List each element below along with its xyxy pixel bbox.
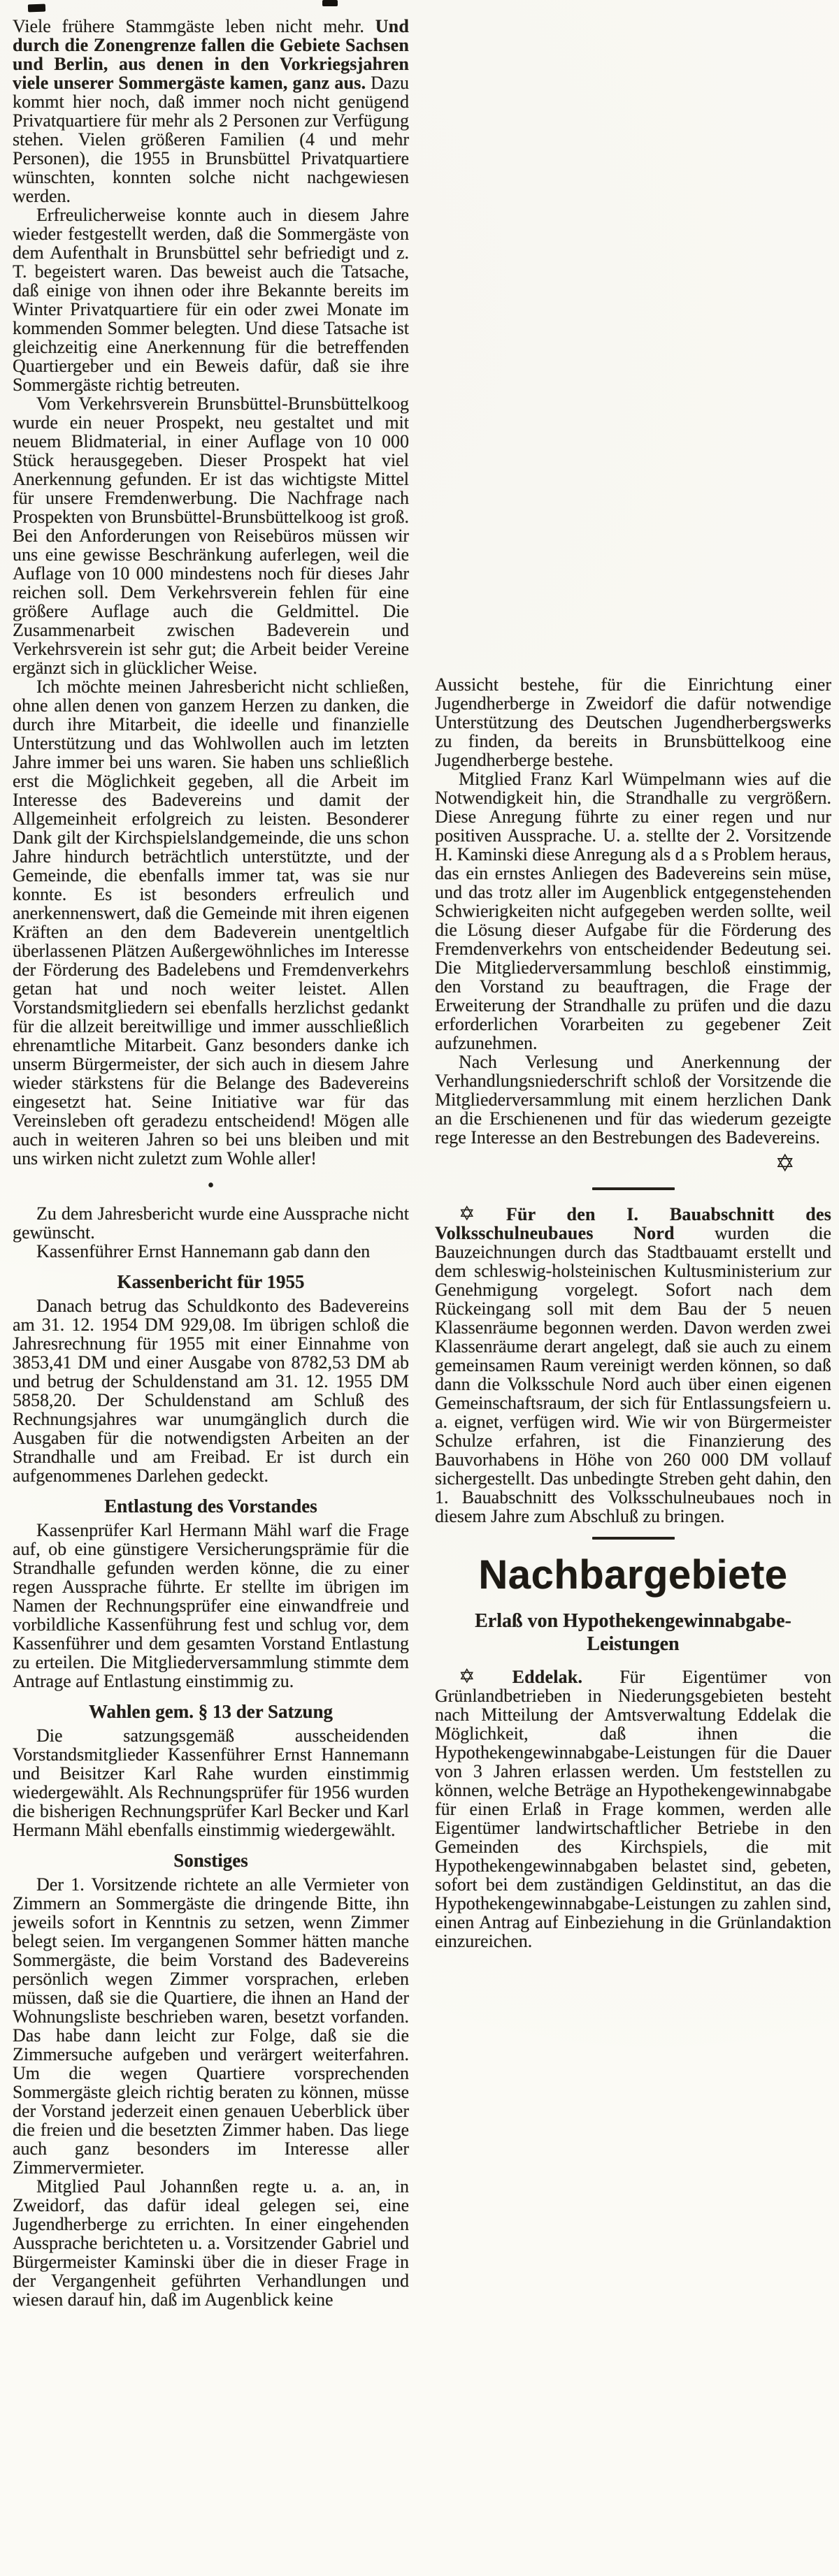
dot-separator-icon: •	[207, 1175, 215, 1196]
section-headline: Nachbargebiete	[478, 1552, 788, 1598]
paragraph: Danach betrug das Schuldkonto des Badevereins am 31. 12. 1954 DM 929,08. Im übrigen schloß die Jahresrechnung für 1955 mit einer Einnahme von 3853,41 DM und einer Ausgabe von 8782,53 DM ab und betrug der Schuldenstand am 31. 12. 1955 DM 5858,20. Der Schuldenstand am Schluß des Rechnungsjahres war unumgänglich durch die Ausgaben für die notwendigsten Arbeiten an der Strandhalle und am Freibad. Er ist durch ein aufgenommenes Darlehen gedeckt.	[13, 1296, 409, 1486]
paragraph: Kassenführer Ernst Hannemann gab dann den	[36, 1241, 371, 1261]
article-divider-rule	[592, 1187, 675, 1190]
column-top-spacer	[435, 0, 831, 675]
section-subheadline: Erlaß von Hypothekengewinnabgabe-Leistungen	[475, 1610, 791, 1655]
paragraph: ✡ Eddelak. Für Eigentümer von Grünlandbetrieben in Niederungsgebieten besteht nach Mitteilung der Amtsverwaltung Eddelak die Möglichkeit, daß ihnen die Hypothekengewinnabgabe-Leistungen für die Dauer von 3 Jahren erlassen werden. Um feststellen zu können, welche Beträge an Hypothekengewinnabgabe für einen Erlaß in Frage kommen, werden alle Eigentümer landwirtschaftlicher Betriebe in den Gemeinden des Kirchspiels, die mit Hypothekengewinnabgaben belastet sind, gebeten, sofort bei dem zuständigen Geldinstitut, an das die Hypothekengewinnabgabe-Leistungen zu zahlen sind, einen Antrag auf Einbeziehung in die Grünlandaktion einzureichen.	[435, 1665, 831, 1951]
star-marker-icon: ✡	[459, 1202, 475, 1225]
article-column-right	[435, 0, 831, 1951]
paragraph: Ich möchte meinen Jahresbericht nicht schließen, ohne allen denen von ganzem Herzen zu danken, die durch ihre Mitarbeit, die ideelle und finanzielle Unterstützung und das Wohlwollen auch im letzten Jahre immer bei uns waren. Sie haben uns schließlich erst die Möglichkeit gegeben, all die Arbeit im Interesse des Badevereins und damit der Allgemeinheit erfolgreich zu leisten. Besonderer Dank gilt der Kirchspielslandgemeinde, die uns schon Jahre hindurch beträchtlich unterstützte, und der Gemeinde, die ebenfalls immer tat, was sie nur konnte. Es ist besonders erfreulich und anerkennenswert, daß die Gemeinde mit ihren eigenen Kräften an den dem Badeverein unentgeltlich überlassenen Plätzen Außergewöhnliches im Interesse der Förderung des Badelebens und Fremdenverkehrs getan hat und noch weiter leistet. Allen Vorstandsmitgliedern sei ebenfalls herzlichst gedankt für die allzeit bereitwillige und immer ausschließlich ehrenamtliche Mitarbeit. Ganz besonders danke ich unserm Bürgermeister, der sich auch in diesem Jahre wieder stärkstens für die Belange des Badevereins eingesetzt hat. Seine Initiative war für das Vereinsleben oft geradezu entscheidend! Mögen alle auch in weiteren Jahren so bei uns bleiben und mit uns wirken nicht zuletzt zum Wohle aller!	[13, 676, 409, 1168]
paragraph: Viele frühere Stammgäste leben nicht mehr. Und durch die Zonengrenze fallen die Gebiete Sachsen und Berlin, aus denen in den Vorkriegsjahren viele unserer Sommergäste kamen, ganz aus. Dazu kommt hier noch, daß immer noch nicht genügend Privatquartiere für mehr als 2 Personen zur Verfügung stehen. Vielen größeren Familien (4 und mehr Personen), die 1955 in Brunsbüttel Privatquartiere wünschten, konnten solche nicht nachgewiesen werden.	[13, 16, 409, 206]
paragraph: Die satzungsgemäß ausscheidenden Vorstandsmitglieder Kassenführer Ernst Hannemann und Beisitzer Karl Rahe wurden einstimmig wiedergewählt. Als Rechnungsprüfer für 1956 wurden die bisherigen Rechnungsprüfer Karl Becker und Karl Hermann Mähl ebenfalls einstimmig wiedergewählt.	[13, 1725, 409, 1840]
paragraph: Zu dem Jahresbericht wurde eine Aussprache nicht gewünscht.	[13, 1203, 409, 1243]
paragraph: Mitglied Paul Johannßen regte u. a. an, in Zweidorf, das dafür ideal gelegen sei, eine Jugendherberge zu errichten. In einer eingehenden Aussprache berichteten u. a. Vorsitzender Gabriel und Bürgermeister Kaminski über die in dieser Frage in der Vergangenheit geführten Verhandlungen und wiesen darauf hin, daß im Augenblick keine	[13, 2176, 409, 2310]
paragraph: Aussicht bestehe, für die Einrichtung einer Jugendherberge in Zweidorf die dafür notwendige Unterstützung des Deutschen Jugendherbergswerks zu finden, da bereits in Brunsbüttelkoog eine Jugendherberge bestehe.	[435, 674, 831, 770]
paragraph: Nach Verlesung und Anerkennung der Verhandlungsniederschrift schloß der Vorsitzende die Mitgliederversammlung mit einem herzlichen Dank an die Erschienenen und für das wiederum gezeigte rege Interesse an den Bestrebungen des Badevereins.	[435, 1052, 831, 1148]
paragraph: ✡ Für den I. Bauabschnitt des Volksschulneubaues Nord wurden die Bauzeichnungen durch das Stadtbauamt erstellt und dem schleswig-holsteinischen Kultusministerium zur Genehmigung vorgelegt. Sofort nach dem Rückeingang soll mit dem Bau der 5 neuen Klassenräume begonnen werden. Davon werden zwei Klassenräume derart angelegt, daß sie auch zu einem gemeinsamen Raum vereinigt werden können, so daß dann die Volksschule Nord auch über einen eigenen Gemeinschaftsraum, der sich für Entlassungsfeiern u. a. eignet, verfügen wird. Wie wir von Bürgermeister Schulze erfahren, ist die Finanzierung des Bauvorhabens in Höhe von 260 000 DM vollauf sichergestellt. Das unbedingte Streben geht dahin, den 1. Bauabschnitt des Volksschulneubaues noch in diesem Jahre zum Abschluß zu bringen.	[435, 1202, 832, 1526]
star-marker-icon: ✡	[459, 1665, 475, 1688]
article-end-star-icon: ✡	[775, 1150, 795, 1178]
section-heading: Wahlen gem. § 13 der Satzung	[88, 1701, 334, 1722]
section-heading: Entlastung des Vorstandes	[104, 1496, 317, 1517]
section-heading: Kassenbericht für 1955	[117, 1271, 305, 1292]
article-column-left	[13, 0, 409, 2309]
section-heading: Sonstiges	[173, 1850, 248, 1871]
paragraph: Mitglied Franz Karl Wümpelmann wies auf die Notwendigkeit hin, die Strandhalle zu vergrößern. Diese Anregung führte zu einer regen und nur positiven Aussprache. U. a. stellte der 2. Vorsitzende H. Kaminski diese Anregung als d a s Problem heraus, das ein ernstes Anliegen des Badevereins sein müse, und das trotz aller im Augenblick entgegenstehenden Schwierigkeiten nicht aufgegeben werden sollte, weil die Lösung dieser Aufgabe für die Förderung des Fremdenverkehrs von entscheidender Bedeutung sei. Die Mitgliederversammlung beschloß einstimmig, den Vorstand zu beauftragen, die Frage der Erweiterung der Strandhalle zu prüfen und die dazu erforderlichen Vorarbeiten zu gegebener Zeit aufzunehmen.	[435, 769, 831, 1053]
paragraph: Vom Verkehrsverein Brunsbüttel-Brunsbüttelkoog wurde ein neuer Prospekt, neu gestaltet und mit neuem Blidmaterial, in einer Auflage von 10 000 Stück herausgegeben. Dieser Prospekt hat viel Anerkennung gefunden. Er ist das wichtigste Mittel für unsere Fremdenwerbung. Die Nachfrage nach Prospekten von Brunsbüttel-Brunsbüttelkoog ist groß. Bei den Anforderungen von Reisebüros müssen wir uns eine gewisse Beschränkung auferlegen, weil die Auflage von 10 000 mindestens noch für dieses Jahr reichen soll. Dem Verkehrsverein fehlen für eine größere Auflage auch die Geldmittel. Die Zusammenarbeit zwischen Badeverein und Verkehrsverein ist sehr gut; die Arbeit beider Vereine ergänzt sich in glücklicher Weise.	[13, 393, 409, 678]
article-divider-rule	[592, 1537, 675, 1540]
paragraph: Erfreulicherweise konnte auch in diesem Jahre wieder festgestellt werden, daß die Sommergäste von dem Aufenthalt in Brunsbüttel sehr befriedigt und z. T. begeistert waren. Das beweist auch die Tatsache, daß einige von ihnen oder ihre Bekannte bereits im Winter Privatquartiere für ein oder zwei Monate im kommenden Sommer belegten. Und diese Tatsache ist gleichzeitig eine Anerkennung für die betreffenden Quartiergeber und ein Beweis dafür, daß sie ihre Sommergäste richtig betreuten.	[13, 205, 409, 395]
paragraph: Kassenprüfer Karl Hermann Mähl warf die Frage auf, ob eine günstigere Versicherungsprämie für die Strandhalle gefunden werden könne, die zu einer regen Aussprache führte. Er stellte im übrigen im Namen der Rechnungsprüfer eine einwandfreie und vorbildliche Kassenführung fest und schlug vor, dem Kassenführer und dem gesamten Vorstand Entlastung zu erteilen. Die Mitgliederversammlung stimmte dem Antrage auf Entlastung einstimmig zu.	[13, 1520, 409, 1691]
paragraph: Der 1. Vorsitzende richtete an alle Vermieter von Zimmern an Sommergäste die dringende Bitte, ihn jeweils sofort in Kenntnis zu setzen, wenn Zimmer belegt seien. Im vergangenen Sommer hätten manche Sommergäste, die beim Vorstand des Badevereins persönlich wegen Zimmer vorsprachen, erleben müssen, daß sie die Quartiere, die ihnen an Hand der Wohnungsliste beschrieben waren, besetzt vorfanden. Das habe dann leicht zur Folge, daß sie die Zimmersuche aufgeben und verärgert weiterfahren. Um die wegen Quartiere vorsprechenden Sommergäste gleich richtig beraten zu können, müsse der Vorstand jederzeit einen genauen Ueberblick über die freien und die besetzten Zimmer haben. Das liege auch ganz besonders im Interesse aller Zimmervermieter.	[13, 1874, 409, 2178]
